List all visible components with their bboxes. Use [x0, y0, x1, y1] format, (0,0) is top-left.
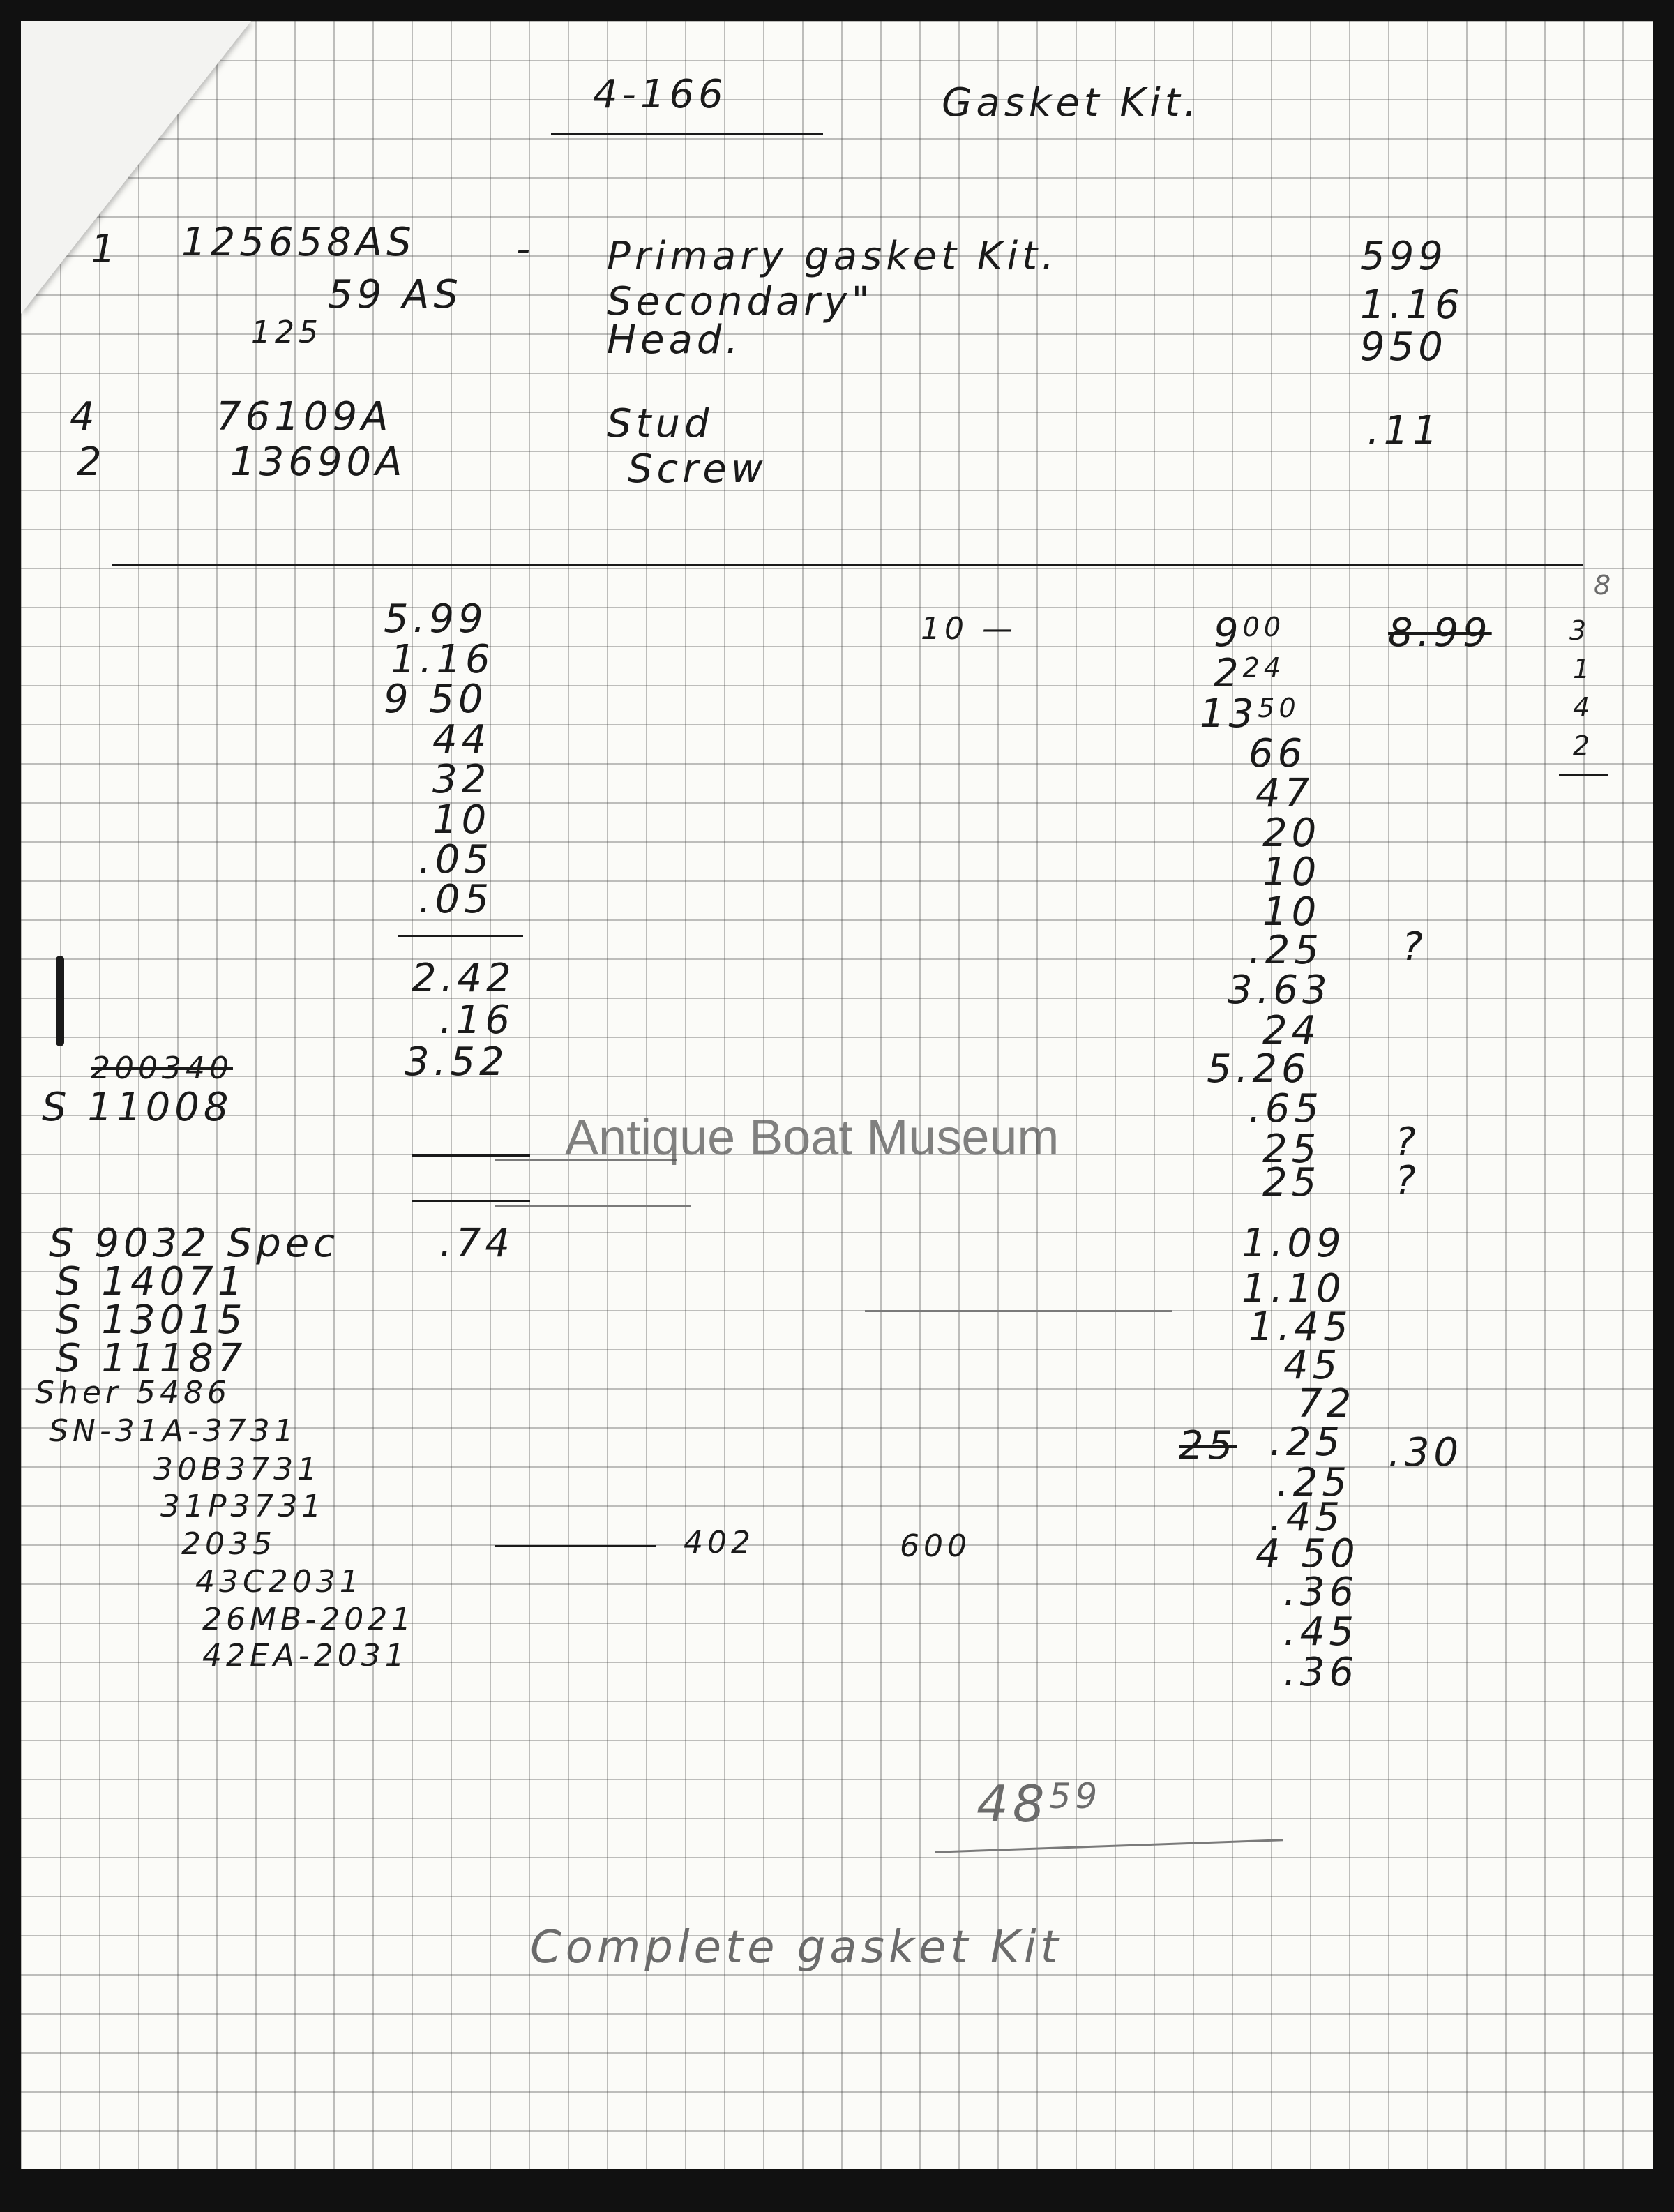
serial-number: 30B3731 [153, 1452, 322, 1487]
serial-struck: 200340 [91, 1051, 233, 1086]
left-note: .74 [439, 1221, 515, 1266]
section-divider [112, 564, 1583, 566]
part-price: .11 [1367, 408, 1442, 453]
part-description: Head. [607, 317, 743, 363]
left-total: 3.52 [405, 1039, 508, 1085]
question-mark: ? [1402, 924, 1427, 970]
left-total: .16 [439, 998, 515, 1043]
margin-sum-line [1559, 774, 1608, 776]
part-qty: 1 [91, 227, 120, 272]
right-value: 1.09 [1242, 1221, 1345, 1266]
right-value: .25 [1269, 1420, 1345, 1465]
part-description: Stud [607, 401, 714, 446]
struck-value: 25 [1179, 1423, 1237, 1468]
middle-note: 10 — [921, 611, 1017, 647]
right-value: 25 [1262, 1160, 1321, 1205]
right-value: 10 [1262, 889, 1321, 935]
serial-number: S 14071 [56, 1259, 247, 1304]
serial-number: 31P3731 [160, 1489, 326, 1524]
header-underline [551, 133, 823, 135]
pencil-line [865, 1310, 1172, 1312]
right-value: 4 50 [1256, 1531, 1359, 1577]
sum-line [398, 935, 523, 937]
struck-value: 8.99 [1388, 610, 1492, 656]
middle-note: 600 [900, 1528, 971, 1564]
right-value: .45 [1283, 1609, 1359, 1655]
margin-number: 8 [1594, 570, 1615, 601]
part-separator: - [516, 227, 535, 272]
part-number: 59 AS [328, 272, 462, 317]
right-value: 25 [1262, 1127, 1321, 1172]
bracket-mark [56, 956, 64, 1046]
right-value: 66 [1249, 731, 1307, 776]
right-value: .65 [1249, 1086, 1324, 1131]
margin-number: 2 [1573, 730, 1594, 761]
left-value: .05 [418, 877, 494, 922]
serial-number: Sher 5486 [35, 1375, 231, 1410]
pointer-line [495, 1545, 656, 1547]
right-value: .25 [1276, 1460, 1352, 1505]
pencil-line [495, 1205, 691, 1207]
question-mark: ? [1395, 1120, 1420, 1165]
right-note: .30 [1388, 1430, 1463, 1475]
left-total: 2.42 [412, 956, 515, 1001]
part-description: Primary gasket Kit. [607, 234, 1058, 279]
serial-number: 26MB-2021 [202, 1602, 416, 1637]
header-title: Gasket Kit. [942, 80, 1201, 126]
serial-number: S 11008 [42, 1085, 233, 1130]
serial-number: 2035 [181, 1526, 276, 1562]
middle-note: 402 [684, 1525, 755, 1560]
margin-number: 1 [1573, 654, 1594, 684]
part-description: Screw [628, 446, 767, 492]
right-value: $2^{24}$ [1214, 651, 1285, 696]
right-value: 47 [1256, 771, 1314, 816]
question-mark: ? [1395, 1158, 1420, 1203]
part-price: 1.16 [1360, 283, 1464, 328]
margin-number: 4 [1573, 692, 1594, 723]
right-value: 10 [1262, 850, 1321, 895]
right-value: 1.45 [1249, 1304, 1352, 1350]
part-number: 125 [251, 315, 322, 350]
sum-line [412, 1200, 530, 1202]
part-number: 13690A [230, 439, 407, 485]
serial-number: SN-31A-3731 [49, 1413, 298, 1449]
right-value: 3.63 [1228, 968, 1332, 1013]
margin-number: 3 [1569, 615, 1591, 646]
part-price: 599 [1360, 234, 1447, 279]
folded-corner [21, 21, 251, 314]
part-qty: 2 [77, 439, 106, 485]
left-value: 1.16 [391, 637, 495, 682]
footer-note: Complete gasket Kit [530, 1922, 1062, 1973]
serial-number: S 11187 [56, 1336, 247, 1381]
right-value: 5.26 [1207, 1046, 1311, 1092]
watermark: Antique Boat Museum [565, 1110, 1060, 1166]
left-value: .05 [418, 837, 494, 882]
right-value: 24 [1262, 1008, 1321, 1053]
right-value: 72 [1297, 1381, 1356, 1427]
header-ref: 4-166 [593, 72, 727, 117]
part-price: 950 [1360, 324, 1447, 370]
right-value: .25 [1249, 928, 1324, 973]
part-description: Secondary" [607, 279, 874, 324]
right-value: .45 [1269, 1495, 1345, 1540]
total-underline [935, 1839, 1283, 1853]
left-value: 44 [432, 717, 491, 762]
left-value: 5.99 [384, 596, 488, 642]
right-value: .36 [1283, 1650, 1359, 1695]
left-value: 10 [432, 797, 491, 843]
sum-line [412, 1154, 530, 1157]
serial-number: S 13015 [56, 1297, 247, 1343]
right-value: 45 [1283, 1343, 1342, 1388]
right-value: .36 [1283, 1570, 1359, 1615]
part-number: 76109A [216, 394, 393, 439]
part-qty: 4 [70, 394, 99, 439]
serial-number: S 9032 Spec [49, 1221, 339, 1266]
part-number: 125658AS [181, 220, 416, 265]
right-value: $13^{50}$ [1200, 691, 1300, 737]
serial-number: 42EA-2031 [202, 1638, 409, 1673]
serial-number: 43C2031 [195, 1564, 363, 1600]
left-value: 32 [432, 757, 491, 802]
right-value: $9^{00}$ [1214, 610, 1285, 656]
right-value: 20 [1262, 811, 1321, 856]
left-value: 9 50 [384, 677, 488, 722]
right-value: 1.10 [1242, 1266, 1345, 1311]
grand-total: $48^{59}$ [976, 1775, 1102, 1833]
graph-paper-sheet [21, 21, 1653, 2169]
